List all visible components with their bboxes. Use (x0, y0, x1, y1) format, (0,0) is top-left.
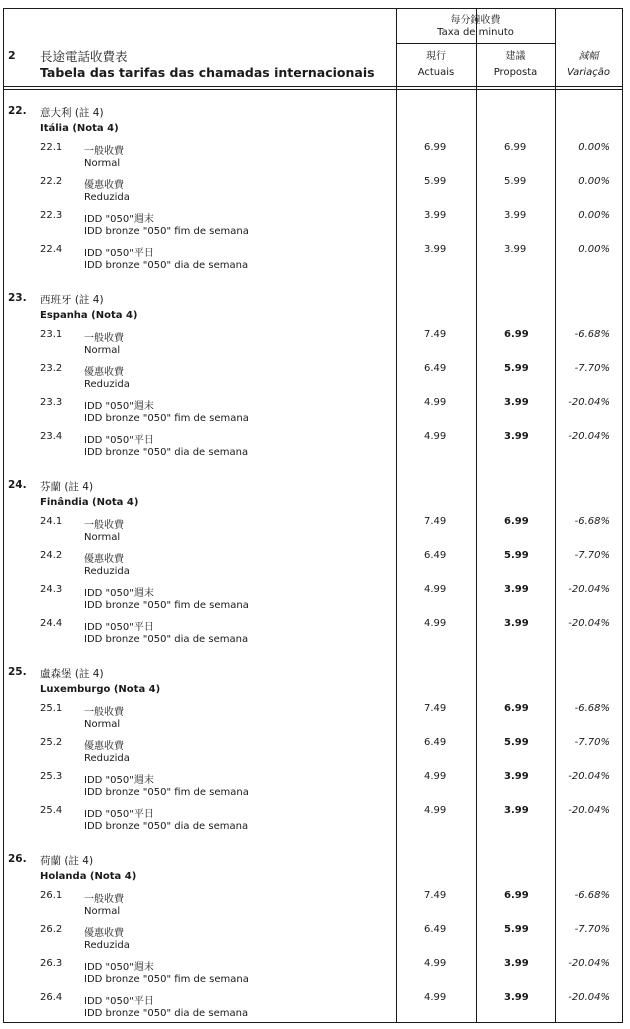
row-number: 26.2 (40, 924, 63, 935)
row-sublabel: IDD bronze "050" fim de semana (84, 787, 249, 798)
table-number: 2 (8, 49, 16, 62)
current-rate: 3.99 (424, 210, 447, 221)
row-label: 優惠收費 (84, 554, 124, 565)
column-header-proposed-pt: Proposta (493, 67, 538, 78)
row-label: IDD "050"平日 (84, 435, 154, 446)
row-number: 23.4 (40, 431, 63, 442)
variation-percent: -20.04% (568, 992, 610, 1003)
current-rate: 6.49 (424, 737, 447, 748)
column-header-variation-pt: Variação (566, 67, 611, 78)
section-title-chinese: 盧森堡 (註 4) (40, 668, 104, 680)
row-number: 24.3 (40, 584, 63, 595)
row-number: 26.3 (40, 958, 63, 969)
row-label: IDD "050"週末 (84, 214, 154, 225)
current-rate: 4.99 (424, 771, 447, 782)
row-label: 優惠收費 (84, 180, 124, 191)
row-sublabel: Normal (84, 532, 121, 543)
proposed-rate: 3.99 (504, 397, 529, 408)
variation-percent: -7.70% (574, 550, 610, 561)
row-label: IDD "050"平日 (84, 809, 154, 820)
section-title-portuguese: Itália (Nota 4) (40, 123, 119, 134)
row-label: 優惠收費 (84, 367, 124, 378)
group-header-divider (396, 43, 555, 44)
proposed-rate: 3.99 (504, 618, 529, 629)
variation-percent: -20.04% (568, 618, 610, 629)
proposed-rate: 6.99 (504, 703, 529, 714)
row-label: 優惠收費 (84, 928, 124, 939)
proposed-rate: 3.99 (504, 992, 529, 1003)
section-title-chinese: 意大利 (註 4) (40, 107, 104, 119)
column-header-current-pt: Actuais (417, 67, 455, 78)
group-header-chinese: 每分鐘收費 (450, 15, 501, 26)
proposed-rate: 3.99 (504, 210, 527, 221)
proposed-rate: 6.99 (504, 329, 529, 340)
row-label: IDD "050"平日 (84, 622, 154, 633)
title-portuguese: Tabela das tarifas das chamadas internacionais (40, 65, 375, 80)
row-sublabel: IDD bronze "050" dia de semana (84, 821, 249, 832)
proposed-rate: 5.99 (504, 924, 529, 935)
variation-percent: -6.68% (574, 703, 610, 714)
row-sublabel: IDD bronze "050" dia de semana (84, 634, 249, 645)
current-rate: 7.49 (424, 703, 447, 714)
table-right-border (622, 8, 623, 1023)
section-title-portuguese: Espanha (Nota 4) (40, 310, 138, 321)
current-rate: 7.49 (424, 329, 447, 340)
section-title-portuguese: Holanda (Nota 4) (40, 871, 137, 882)
row-sublabel: IDD bronze "050" fim de semana (84, 600, 249, 611)
row-label: IDD "050"週末 (84, 588, 154, 599)
proposed-rate: 3.99 (504, 244, 527, 255)
variation-percent: -7.70% (574, 924, 610, 935)
proposed-rate: 3.99 (504, 431, 529, 442)
row-label: IDD "050"平日 (84, 248, 154, 259)
variation-percent: -7.70% (574, 363, 610, 374)
row-sublabel: Reduzida (84, 566, 130, 577)
variation-percent: -6.68% (574, 516, 610, 527)
current-rate: 6.49 (424, 924, 447, 935)
group-header-portuguese: Taxa de minuto (437, 27, 514, 38)
table-left-border (3, 8, 4, 1023)
proposed-rate: 3.99 (504, 805, 529, 816)
variation-percent: 0.00% (578, 244, 610, 255)
row-number: 22.1 (40, 142, 63, 153)
row-sublabel: IDD bronze "050" fim de semana (84, 413, 249, 424)
current-rate: 7.49 (424, 890, 447, 901)
section-title-chinese: 芬蘭 (註 4) (40, 481, 94, 493)
row-label: 一般收費 (84, 894, 124, 905)
section-number: 25. (8, 666, 27, 678)
variation-percent: -7.70% (574, 737, 610, 748)
table-bottom-border (3, 1022, 623, 1023)
row-sublabel: Normal (84, 719, 121, 730)
proposed-rate: 3.99 (504, 958, 529, 969)
title-chinese: 長途電話收費表 (40, 49, 128, 64)
row-label: IDD "050"週末 (84, 775, 154, 786)
row-number: 25.1 (40, 703, 63, 714)
section-number: 24. (8, 479, 27, 491)
section-title-portuguese: Luxemburgo (Nota 4) (40, 684, 161, 695)
section-title-chinese: 西班牙 (註 4) (40, 294, 104, 306)
proposed-rate: 3.99 (504, 584, 529, 595)
proposed-rate: 5.99 (504, 550, 529, 561)
row-number: 22.4 (40, 244, 63, 255)
row-sublabel: IDD bronze "050" fim de semana (84, 226, 249, 237)
section-number: 22. (8, 105, 27, 117)
row-sublabel: Normal (84, 345, 121, 356)
proposed-rate: 5.99 (504, 363, 529, 374)
current-rate: 4.99 (424, 584, 447, 595)
row-label: 一般收費 (84, 707, 124, 718)
row-sublabel: Normal (84, 158, 121, 169)
proposed-rate: 3.99 (504, 771, 529, 782)
current-rate: 6.49 (424, 363, 447, 374)
variation-percent: -6.68% (574, 890, 610, 901)
current-rate: 5.99 (424, 176, 447, 187)
row-number: 24.4 (40, 618, 63, 629)
row-sublabel: Reduzida (84, 192, 130, 203)
row-number: 22.3 (40, 210, 63, 221)
header-bottom-rule (3, 86, 623, 87)
proposed-rate: 5.99 (504, 176, 527, 187)
current-rate: 4.99 (424, 805, 447, 816)
variation-percent: -20.04% (568, 958, 610, 969)
table-top-border (3, 8, 623, 9)
column-header-proposed-zh: 建議 (505, 51, 526, 62)
variation-percent: -20.04% (568, 397, 610, 408)
row-sublabel: Reduzida (84, 940, 130, 951)
variation-percent: -20.04% (568, 584, 610, 595)
proposed-rate: 6.99 (504, 142, 527, 153)
row-number: 23.2 (40, 363, 63, 374)
variation-percent: -20.04% (568, 431, 610, 442)
variation-percent: -20.04% (568, 805, 610, 816)
row-number: 23.3 (40, 397, 63, 408)
proposed-rate: 6.99 (504, 890, 529, 901)
section-number: 26. (8, 853, 27, 865)
section-number: 23. (8, 292, 27, 304)
variation-percent: -20.04% (568, 771, 610, 782)
row-number: 26.1 (40, 890, 63, 901)
row-sublabel: IDD bronze "050" fim de semana (84, 974, 249, 985)
row-sublabel: Normal (84, 906, 121, 917)
column-divider-proposed (476, 8, 477, 1023)
row-number: 24.2 (40, 550, 63, 561)
variation-percent: -6.68% (574, 329, 610, 340)
current-rate: 7.49 (424, 516, 447, 527)
row-sublabel: IDD bronze "050" dia de semana (84, 260, 249, 271)
variation-percent: 0.00% (578, 176, 610, 187)
row-number: 23.1 (40, 329, 63, 340)
row-number: 25.4 (40, 805, 63, 816)
row-label: IDD "050"週末 (84, 962, 154, 973)
column-divider-current (396, 8, 397, 1023)
row-label: IDD "050"平日 (84, 996, 154, 1007)
row-number: 25.2 (40, 737, 63, 748)
row-label: 一般收費 (84, 520, 124, 531)
row-sublabel: IDD bronze "050" dia de semana (84, 447, 249, 458)
row-number: 22.2 (40, 176, 63, 187)
row-sublabel: IDD bronze "050" dia de semana (84, 1008, 249, 1019)
row-label: 優惠收費 (84, 741, 124, 752)
row-number: 24.1 (40, 516, 63, 527)
variation-percent: 0.00% (578, 210, 610, 221)
proposed-rate: 5.99 (504, 737, 529, 748)
current-rate: 4.99 (424, 618, 447, 629)
row-label: IDD "050"週末 (84, 401, 154, 412)
row-number: 25.3 (40, 771, 63, 782)
row-label: 一般收費 (84, 333, 124, 344)
row-sublabel: Reduzida (84, 379, 130, 390)
row-sublabel: Reduzida (84, 753, 130, 764)
current-rate: 4.99 (424, 397, 447, 408)
current-rate: 6.99 (424, 142, 447, 153)
row-label: 一般收費 (84, 146, 124, 157)
current-rate: 6.49 (424, 550, 447, 561)
current-rate: 4.99 (424, 958, 447, 969)
column-header-variation-zh: 減幅 (578, 51, 599, 62)
variation-percent: 0.00% (578, 142, 610, 153)
current-rate: 4.99 (424, 992, 447, 1003)
section-title-chinese: 荷蘭 (註 4) (40, 855, 94, 867)
proposed-rate: 6.99 (504, 516, 529, 527)
header-bottom-rule-double (3, 89, 623, 90)
section-title-portuguese: Finândia (Nota 4) (40, 497, 139, 508)
current-rate: 3.99 (424, 244, 447, 255)
row-number: 26.4 (40, 992, 63, 1003)
current-rate: 4.99 (424, 431, 447, 442)
column-header-current-zh: 現行 (426, 51, 446, 62)
